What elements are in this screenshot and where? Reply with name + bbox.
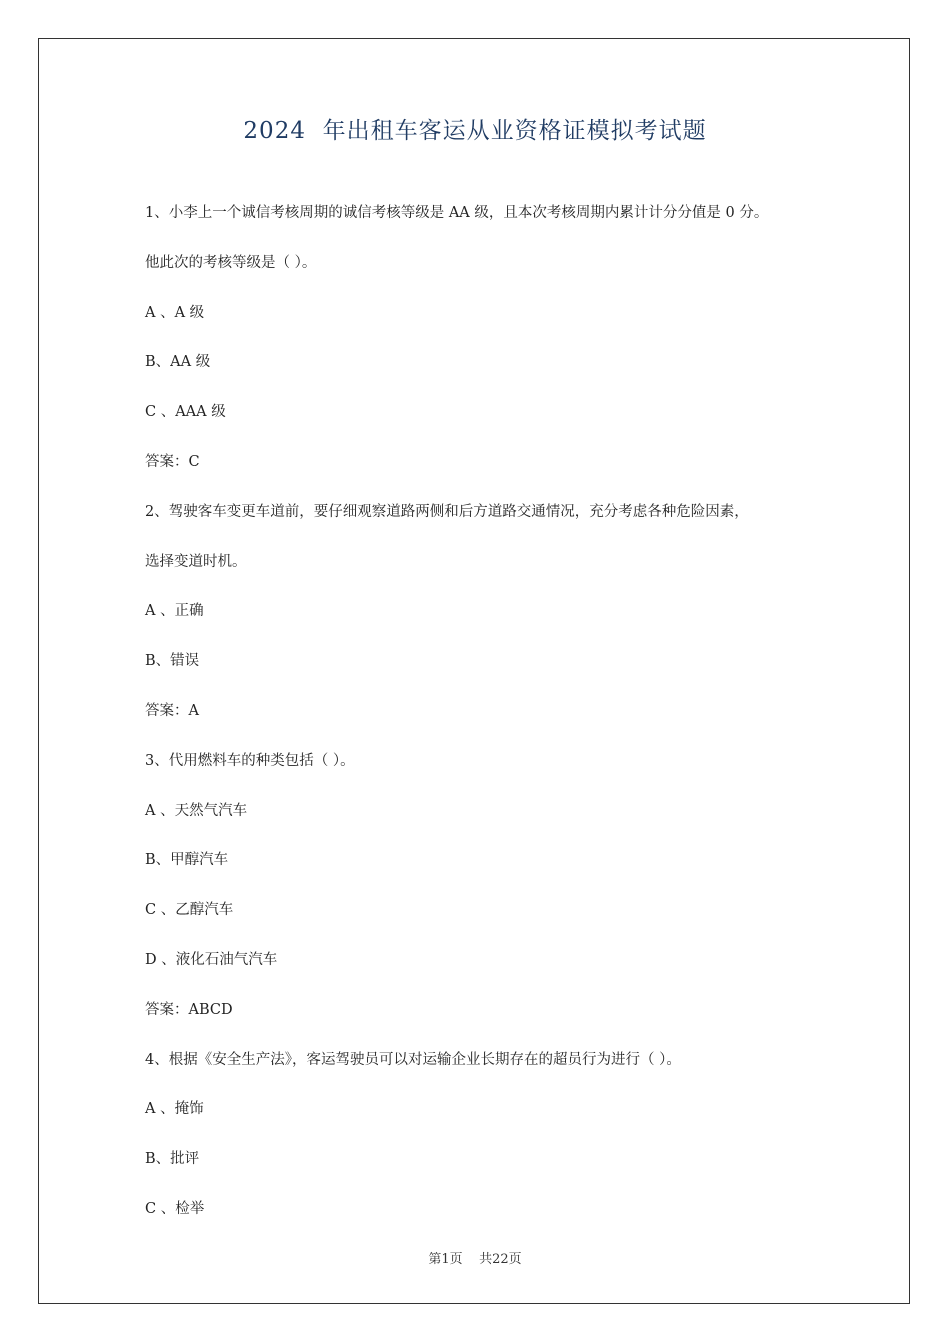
question-2-option-b: B、错误 [145, 653, 200, 670]
question-1-text-cont: 他此次的考核等级是（ ）。 [145, 254, 317, 271]
question-3-answer: 答案：ABCD [145, 1001, 233, 1018]
question-4-option-a: A 、掩饰 [145, 1101, 204, 1118]
question-1-option-a: A 、A 级 [145, 304, 205, 321]
page-number: 第1页 [428, 1252, 463, 1267]
document-body [145, 201, 825, 1247]
question-2-text-cont: 选择变道时机。 [145, 553, 247, 570]
question-2-text: 2、驾驶客车变更车道前，要仔细观察道路两侧和后方道路交通情况，充分考虑各种危险因素， [145, 503, 749, 520]
question-3-option-d: D 、液化石油气汽车 [145, 951, 278, 968]
question-1-option-b: B、AA 级 [145, 354, 211, 371]
page-total: 共22页 [479, 1252, 522, 1267]
question-1-option-c: C 、AAA 级 [145, 404, 226, 421]
question-1-text: 1、小李上一个诚信考核周期的诚信考核等级是 AA 级，且本次考核周期内累计计分分值是 0 分。 [145, 205, 769, 221]
question-3-option-c: C 、乙醇汽车 [145, 902, 234, 919]
page-footer [0, 1248, 950, 1267]
question-2-answer: 答案：A [145, 702, 199, 719]
question-3-text: 3、代用燃料车的种类包括（ ）。 [145, 752, 355, 769]
document-title: 2024 年出租车客运从业资格证模拟考试题 [243, 118, 707, 144]
question-2-option-a: A 、正确 [145, 603, 204, 620]
question-4-option-c: C 、检举 [145, 1200, 205, 1217]
question-4-option-b: B、批评 [145, 1151, 200, 1168]
question-1-answer: 答案：C [145, 453, 200, 470]
question-4-text: 4、根据《安全生产法》，客运驾驶员可以对运输企业长期存在的超员行为进行（ ）。 [145, 1051, 681, 1068]
question-3-option-a: A 、天然气汽车 [145, 802, 248, 819]
question-3-option-b: B、甲醇汽车 [145, 852, 229, 869]
